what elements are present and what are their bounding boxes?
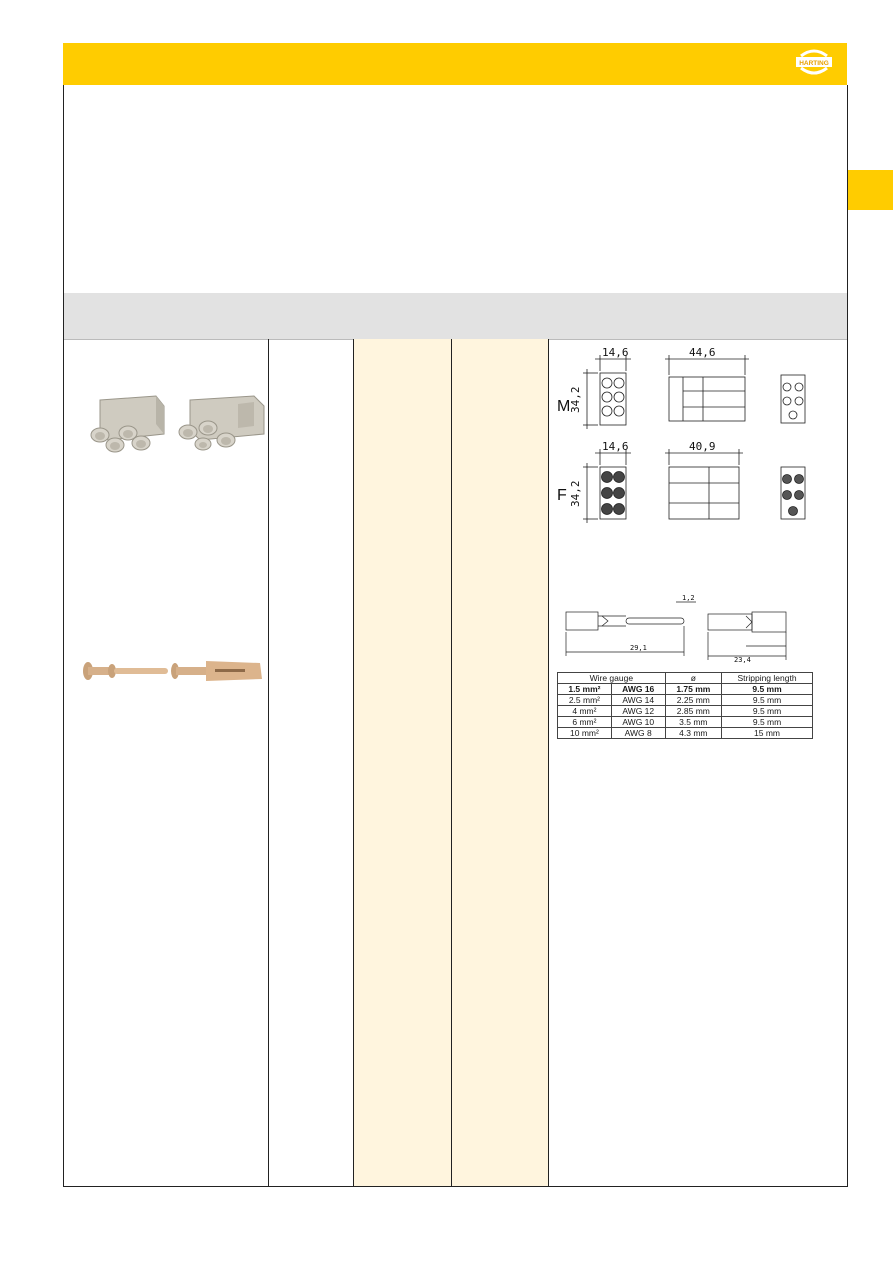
- male-contact-tip: 1,2: [682, 594, 695, 602]
- cell-awg: AWG 10: [611, 717, 665, 728]
- header-bar: [63, 43, 847, 85]
- cell-mm: 1.5 mm²: [558, 684, 612, 695]
- male-contact-length: 29,1: [630, 644, 647, 652]
- female-label: F: [557, 487, 567, 504]
- cell-mm: 10 mm²: [558, 728, 612, 739]
- column-divider: [451, 339, 452, 1186]
- column-shaded-a: [353, 339, 451, 1186]
- side-tab: [848, 170, 893, 210]
- female-contact-length: 23,4: [734, 656, 751, 664]
- cell-diameter: 2.25 mm: [665, 695, 721, 706]
- crimp-contacts-photo: [80, 655, 265, 691]
- cell-awg: AWG 12: [611, 706, 665, 717]
- table-header-row: [558, 673, 813, 684]
- cell-awg: AWG 8: [611, 728, 665, 739]
- male-height-dim: 34,2: [569, 386, 582, 413]
- cell-strip: 9.5 mm: [722, 695, 813, 706]
- cell-mm: 2.5 mm²: [558, 695, 612, 706]
- table-row: [558, 706, 813, 717]
- female-length-dim: 40,9: [689, 440, 716, 453]
- table-row: [558, 684, 813, 695]
- cell-mm: 6 mm²: [558, 717, 612, 728]
- male-length-dim: 44,6: [689, 346, 716, 359]
- table-row: [558, 695, 813, 706]
- cell-strip: 15 mm: [722, 728, 813, 739]
- wire-gauge-table: [557, 672, 813, 739]
- cell-strip: 9.5 mm: [722, 717, 813, 728]
- col-header-wire-gauge: Wire gauge: [558, 673, 666, 684]
- column-shaded-b: [451, 339, 548, 1186]
- male-width-dim: 14,6: [602, 346, 629, 359]
- table-row: [558, 717, 813, 728]
- cell-diameter: 2.85 mm: [665, 706, 721, 717]
- female-width-dim: 14,6: [602, 440, 629, 453]
- cell-diameter: 4.3 mm: [665, 728, 721, 739]
- col-header-stripping: Stripping length: [722, 673, 813, 684]
- column-divider: [353, 339, 354, 1186]
- cell-awg: AWG 16: [611, 684, 665, 695]
- insert-modules-photo: [78, 390, 268, 470]
- cell-mm: 4 mm²: [558, 706, 612, 717]
- cell-diameter: 3.5 mm: [665, 717, 721, 728]
- contact-drawings: [556, 592, 814, 664]
- female-height-dim: 34,2: [569, 480, 582, 507]
- male-label: M: [557, 398, 571, 415]
- harting-logo: [793, 44, 835, 80]
- cell-awg: AWG 14: [611, 695, 665, 706]
- section-header-band: [64, 293, 847, 339]
- column-divider: [548, 339, 549, 1186]
- dimension-drawings: [553, 345, 838, 535]
- cell-strip: 9.5 mm: [722, 706, 813, 717]
- col-header-diameter: ø: [665, 673, 721, 684]
- table-row: [558, 728, 813, 739]
- column-divider: [268, 339, 269, 1186]
- cell-strip: 9.5 mm: [722, 684, 813, 695]
- cell-diameter: 1.75 mm: [665, 684, 721, 695]
- svg-text:HARTING: HARTING: [799, 60, 829, 67]
